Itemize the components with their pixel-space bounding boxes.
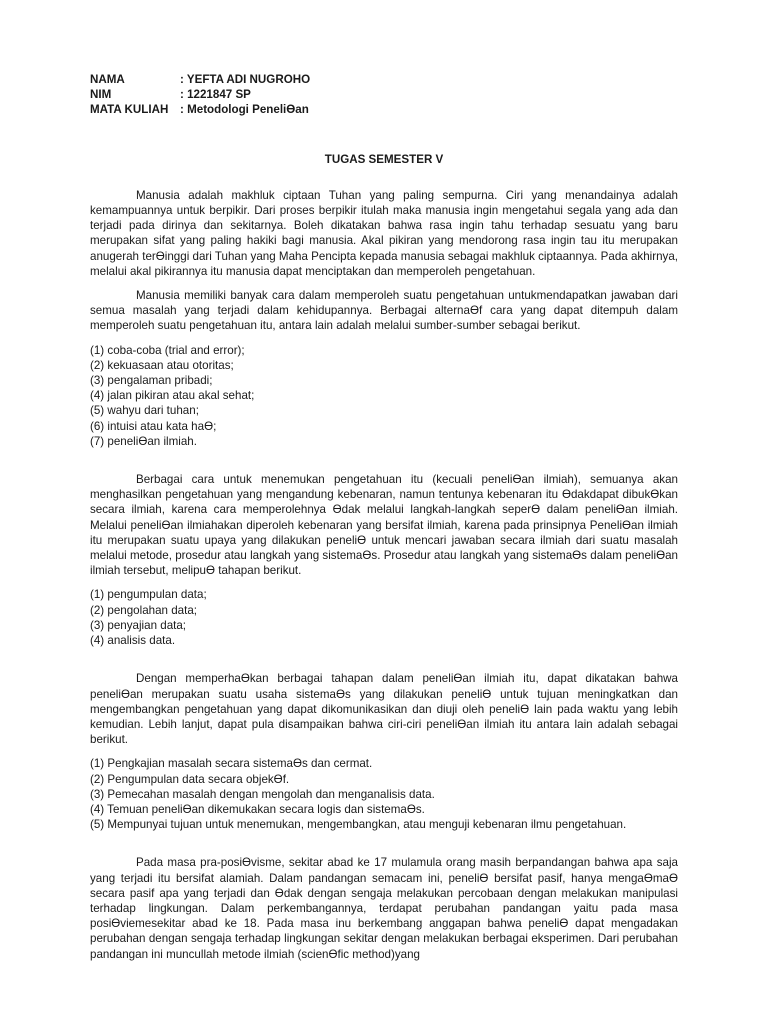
list-item: (6) intuisi atau kata haƟ; [90, 419, 217, 433]
list-item: (1) coba-coba (trial and error); [90, 343, 245, 357]
list-item: (1) Pengkajian masalah secara sistemaƟs dan cermat. [90, 757, 373, 771]
info-row-mata-kuliah [90, 102, 310, 117]
info-value: : YEFTA ADI NUGROHO [180, 73, 311, 86]
info-value: : 1221847 SP [180, 88, 251, 102]
sources-list [90, 343, 678, 449]
list-item: (5) wahyu dari tuhan; [90, 404, 199, 418]
paragraph-4: Dengan memperhaƟkan berbagai tahapan dalam peneliƟan ilmiah itu, dapat dikatakan bahwa peneliƟan merupakan suatu usaha sistemaƟs yang dilakukan peneliƟ untuk tujuan meningkatkan dan mengembangkan pengetahuan yang dapat dikomunikasikan dan diuji oleh peneliƟ lain pada waktu yang lebih kemudian. Lebih lanjut, dapat pula disampaikan bahwa ciri-ciri peneliƟan ilmiah itu antara lain adalah sebagai berikut. [90, 672, 678, 747]
list-item: (2) pengolahan data; [90, 603, 198, 617]
paragraph-3: Berbagai cara untuk menemukan pengetahuan itu (kecuali peneliƟan ilmiah), semuanya akan menghasilkan pengetahuan yang mengandung kebenaran, namun tentunya kebenaran itu Ɵdakdapat dibukƟkan secara ilmiah, karena cara memperolehnya Ɵdak melalui langkah-langkah seperƟ dalam peneliƟan ilmiah. Melalui peneliƟan ilmiahakan diperoleh kebenaran yang bersifat ilmiah, karena pada prinsipnya PeneliƟan ilmiah itu merupakan suatu upaya yang dilakukan peneliƟ untuk mencari jawaban secara ilmiah dari suatu masalah melalui metode, prosedur atau langkah yang sistemaƟs. Prosedur atau langkah yang sistemaƟs dalam peneliƟan ilmiah tersebut, melipuƟ tahapan berikut. [90, 473, 678, 578]
list-item: (4) Temuan peneliƟan dikemukakan secara logis dan sistemaƟs. [90, 802, 425, 816]
info-label: NAMA [90, 73, 125, 86]
info-row-nama [90, 72, 310, 87]
paragraph-5: Pada masa pra-posiƟvisme, sekitar abad ke 17 mulamula orang masih berpandangan bahwa apa saja yang terjadi itu bersifat alamiah. Dalam pandangan semacam ini, peneliƟ bersifat pasif, hanya mengaƟmaƟ secara pasif apa yang terjadi dan Ɵdak dengan sengaja melakukan percobaan dengan melakukan manipulasi terhadap lingkungan. Dalam perkembangannya, terdapat perubahan pandangan yaitu pada masa posiƟviemesekitar abad ke 18. Pada masa inu berkembang anggapan bahwa peneliƟ dapat mengadakan perubahan dengan sengaja terhadap lingkungan sekitar dengan melakukan berbagai eksperimen. Dari perubahan pandangan ini muncullah metode ilmiah (scienƟfic method)yang [90, 856, 678, 961]
spacer [90, 458, 678, 472]
spacer [90, 657, 678, 671]
list-item: (4) jalan pikiran atau akal sehat; [90, 389, 255, 403]
traits-list [90, 756, 678, 832]
info-label: MATA KULIAH [90, 103, 169, 117]
info-label: NIM [90, 88, 112, 102]
stages-list [90, 587, 678, 648]
document-page [90, 72, 678, 971]
info-row-nim [90, 87, 310, 102]
list-item: (5) Mempunyai tujuan untuk menemukan, mengembangkan, atau menguji kebenaran ilmu pengetahuan. [90, 818, 627, 832]
spacer [90, 841, 678, 855]
list-item: (3) penyajian data; [90, 618, 187, 632]
list-item: (4) analisis data. [90, 634, 176, 648]
paragraph-1: Manusia adalah makhluk ciptaan Tuhan yang paling sempurna. Ciri yang menandainya adalah kemampuannya untuk berpikir. Dari proses berpikir itulah maka manusia ingin mengetahui segala yang ada dan terjadi pada dirinya dan sekitarnya. Boleh dikatakan bahwa rasa ingin tahu terhadap sesuatu yang baru merupakan sifat yang paling hakiki bagi manusia. Akal pikiran yang mendorong rasa ingin tau itu merupakan anugerah terƟinggi dari Tuhan yang Maha Pencipta kepada manusia sebagai makhluk ciptaannya. Pada akhirnya, melalui akal pikirannya itu manusia dapat menciptakan dan memperoleh pengetahuan. [90, 188, 678, 278]
document-title: TUGAS SEMESTER V [324, 152, 444, 166]
paragraph-2: Manusia memiliki banyak cara dalam memperoleh suatu pengetahuan untukmendapatkan jawaban dari semua masalah yang terjadi dalam kehidupannya. Berbagai alternaƟf cara yang dapat ditempuh dalam memperoleh suatu pengetahuan itu, antara lain adalah melalui sumber-sumber sebagai berikut. [90, 289, 678, 333]
list-item: (2) kekuasaan atau otoritas; [90, 358, 234, 372]
student-info [90, 72, 310, 118]
list-item: (3) Pemecahan masalah dengan mengolah dan menganalisis data. [90, 787, 435, 801]
list-item: (1) pengumpulan data; [90, 588, 207, 602]
list-item: (3) pengalaman pribadi; [90, 374, 213, 388]
list-item: (2) Pengumpulan data secara objekƟf. [90, 772, 290, 786]
list-item: (7) peneliƟan ilmiah. [90, 434, 197, 448]
info-value: : Metodologi PeneliƟan [180, 103, 309, 117]
